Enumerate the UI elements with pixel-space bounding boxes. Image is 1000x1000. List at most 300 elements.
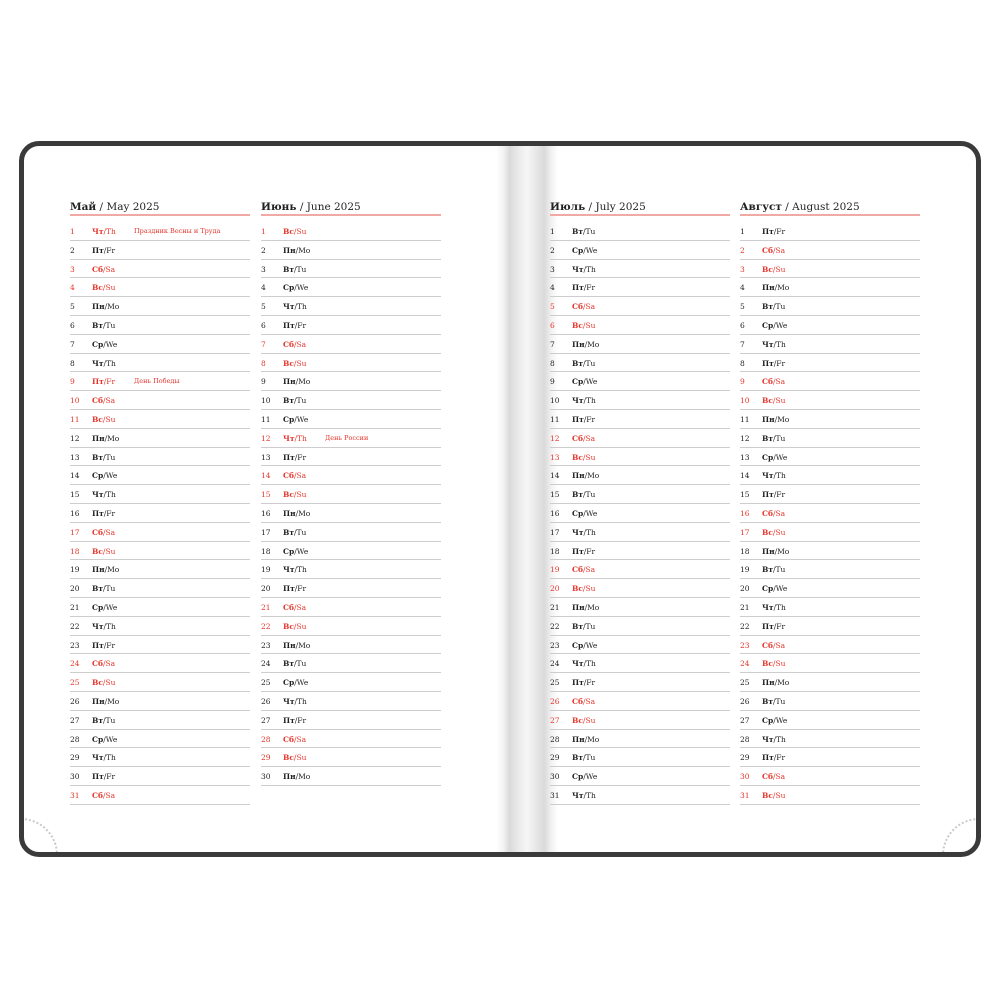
day-row [261,487,441,504]
day-of-week-en: Th [586,659,596,669]
day-of-week-ru: Пн [92,696,105,706]
day-of-week-en: Fr [776,753,786,763]
day-of-week: Вт/Tu [762,302,786,312]
day-row [70,356,250,373]
day-number: 26 [70,696,80,706]
day-of-week: Пн/Mo [572,602,600,612]
day-of-week: Пт/Fr [92,772,116,782]
day-row [740,600,920,617]
day-number: 17 [550,527,560,537]
day-number: 31 [70,790,80,800]
day-of-week-ru: Чт [283,696,295,706]
day-number: 6 [740,320,745,330]
day-of-week: Вс/Su [762,396,786,406]
day-of-week-ru: Чт [92,227,104,236]
day-of-week-ru: Вс [92,546,103,556]
day-of-week: Вт/Tu [572,621,596,631]
day-of-week-en: Su [775,264,786,274]
day-of-week-ru: Сб [762,377,773,387]
day-row [261,356,441,373]
day-of-week: Ср/We [283,546,309,556]
day-row [740,337,920,354]
day-row [550,675,730,692]
day-number: 14 [550,471,560,481]
day-of-week-en: Fr [776,621,786,631]
day-of-week-en: Su [105,546,116,556]
day-of-week-ru: Ср [283,414,295,424]
day-of-week: Сб/Sa [92,790,116,800]
day-of-week-ru: Вт [572,227,583,236]
day-row [550,619,730,636]
day-of-week: Пт/Fr [762,753,786,763]
day-of-week-en: Mo [777,414,790,424]
day-row [740,280,920,297]
day-number: 19 [70,565,80,575]
day-of-week: Ср/We [762,320,788,330]
day-of-week: Сб/Sa [572,696,596,706]
day-of-week-ru: Вс [762,790,773,800]
day-row [261,412,441,429]
day-of-week-ru: Сб [92,264,103,274]
day-of-week-ru: Пн [283,640,296,650]
day-number: 20 [550,584,560,594]
day-of-week: Чт/Th [762,734,786,744]
day-of-week-ru: Чт [92,753,104,763]
day-of-week: Ср/We [762,452,788,462]
month-name-ru: Май [70,201,97,213]
day-of-week-en: Fr [297,584,307,594]
day-of-week: Ср/We [92,471,118,481]
day-row [70,318,250,335]
day-of-week-en: We [105,339,118,349]
day-of-week: Вс/Su [283,490,307,500]
day-row [261,468,441,485]
day-of-week-ru: Вс [762,396,773,406]
day-number: 24 [70,659,80,669]
day-of-week-en: Su [296,227,307,236]
day-of-week-ru: Чт [283,302,295,312]
day-of-week-en: Su [775,396,786,406]
day-number: 25 [70,678,80,688]
day-of-week-en: Th [586,527,596,537]
day-of-week-ru: Пн [92,302,105,312]
day-of-week-en: Sa [585,565,596,575]
day-number: 20 [70,584,80,594]
day-number: 6 [550,320,555,330]
day-of-week-en: Tu [105,452,116,462]
day-number: 12 [70,433,80,443]
day-of-week-ru: Пт [762,621,774,631]
day-of-week: Вс/Su [283,753,307,763]
day-number: 30 [261,772,271,782]
day-row [70,562,250,579]
day-of-week: Вт/Tu [283,264,307,274]
day-number: 27 [550,715,560,725]
day-number: 23 [261,640,271,650]
day-of-week-en: Fr [297,452,307,462]
day-of-week: Пт/Fr [92,640,116,650]
month-title: Июль / July 2025 [550,200,730,216]
day-row [70,506,250,523]
day-of-week: Чт/Th [92,358,116,368]
day-of-week-en: Su [105,678,116,688]
day-row [740,224,920,241]
day-of-week-ru: Ср [762,584,774,594]
day-of-week-ru: Сб [92,527,103,537]
holiday-note: День России [325,433,369,442]
day-number: 8 [740,358,745,368]
day-of-week: Чт/Th [283,433,307,443]
day-of-week-en: Fr [106,245,116,255]
day-of-week: Сб/Sa [762,377,786,387]
day-of-week: Ср/We [762,584,788,594]
day-of-week: Пт/Fr [572,546,596,556]
day-number: 14 [740,471,750,481]
day-of-week-ru: Ср [92,602,104,612]
day-of-week: Пт/Fr [92,377,116,387]
day-of-week: Ср/We [283,283,309,293]
day-of-week-ru: Вс [283,227,294,236]
day-of-week: Ср/We [283,414,309,424]
day-of-week: Вс/Su [762,659,786,669]
day-row [261,393,441,410]
day-of-week: Ср/We [283,678,309,688]
day-of-week-ru: Вс [572,320,583,330]
day-number: 25 [261,678,271,688]
book-gutter [496,146,558,852]
day-row [550,694,730,711]
day-of-week-ru: Пн [283,508,296,518]
day-number: 11 [261,414,271,424]
day-of-week: Чт/Th [572,396,596,406]
day-of-week-ru: Чт [283,565,295,575]
day-of-week-ru: Пт [92,640,104,650]
day-number: 22 [740,621,750,631]
day-number: 31 [740,790,750,800]
day-row [70,412,250,429]
day-number: 6 [70,320,75,330]
day-of-week-en: Mo [777,546,790,556]
day-of-week: Сб/Sa [283,339,307,349]
day-of-week-en: We [105,602,118,612]
day-number: 5 [740,302,745,312]
day-number: 26 [740,696,750,706]
day-row [70,431,250,448]
day-row [550,393,730,410]
day-of-week-en: Mo [298,640,311,650]
day-row [261,600,441,617]
day-of-week: Пт/Fr [283,715,307,725]
day-of-week-en: Tu [105,584,116,594]
day-number: 1 [550,227,555,236]
day-of-week-en: Fr [106,508,116,518]
day-of-week: Ср/We [572,245,598,255]
day-of-week-en: Mo [107,696,120,706]
day-of-week-ru: Пн [572,339,585,349]
day-number: 5 [550,302,555,312]
day-number: 18 [740,546,750,556]
day-of-week-ru: Сб [283,339,294,349]
day-number: 17 [740,527,750,537]
day-of-week-ru: Ср [762,320,774,330]
day-of-week-ru: Пн [283,772,296,782]
day-row [261,562,441,579]
day-of-week-ru: Вс [762,264,773,274]
day-of-week-ru: Пт [762,490,774,500]
day-of-week-ru: Вс [762,527,773,537]
day-number: 25 [740,678,750,688]
day-row [550,318,730,335]
day-of-week: Пн/Mo [283,508,311,518]
day-of-week-en: Th [776,734,786,744]
day-of-week-ru: Ср [283,283,295,293]
month-name-ru: Июнь [261,201,297,213]
day-of-week-en: We [296,414,309,424]
day-row [550,525,730,542]
day-of-week-en: Th [106,227,116,236]
day-of-week: Вт/Tu [572,227,596,236]
day-of-week-ru: Сб [283,471,294,481]
day-of-week: Пт/Fr [572,283,596,293]
corner-stitch-left [19,818,58,857]
day-row [550,788,730,805]
day-number: 28 [550,734,560,744]
day-of-week-en: Tu [296,396,307,406]
day-of-week: Пн/Mo [762,678,790,688]
day-row [261,280,441,297]
day-row [740,318,920,335]
day-of-week-ru: Вс [762,659,773,669]
day-number: 17 [261,527,271,537]
day-of-week-en: Th [586,790,596,800]
day-of-week-en: Tu [296,264,307,274]
day-of-week: Пн/Mo [762,283,790,293]
day-of-week-ru: Вт [762,302,773,312]
month-title: Май / May 2025 [70,200,250,216]
day-number: 5 [261,302,266,312]
day-number: 28 [261,734,271,744]
day-number: 28 [740,734,750,744]
day-row [740,694,920,711]
day-of-week: Вт/Tu [92,320,116,330]
day-of-week-ru: Вт [762,565,773,575]
day-row [550,750,730,767]
day-of-week-ru: Вс [92,283,103,293]
day-of-week: Ср/We [92,339,118,349]
day-number: 14 [261,471,271,481]
day-row [261,337,441,354]
day-of-week-ru: Вс [92,678,103,688]
day-of-week: Пн/Mo [283,377,311,387]
day-row [70,581,250,598]
day-number: 4 [70,283,75,293]
day-row [550,299,730,316]
day-of-week-ru: Чт [762,471,774,481]
day-number: 7 [550,339,555,349]
day-of-week-ru: Ср [92,339,104,349]
day-of-week-en: Su [105,283,116,293]
day-number: 13 [550,452,560,462]
day-row [550,337,730,354]
day-of-week: Чт/Th [762,471,786,481]
day-number: 3 [261,264,266,274]
day-of-week-en: Fr [776,227,786,236]
month-block-june [261,200,441,788]
day-of-week-ru: Вт [572,621,583,631]
day-of-week-ru: Вт [92,584,103,594]
day-of-week-en: Tu [585,753,596,763]
day-number: 8 [70,358,75,368]
day-number: 22 [70,621,80,631]
day-of-week-en: Sa [105,396,116,406]
day-of-week: Вс/Su [762,527,786,537]
day-number: 23 [70,640,80,650]
day-of-week-ru: Вс [283,490,294,500]
day-of-week: Чт/Th [283,696,307,706]
day-row [550,581,730,598]
day-row [740,769,920,786]
day-number: 21 [261,602,271,612]
day-of-week-ru: Пн [283,245,296,255]
day-number: 20 [261,584,271,594]
day-of-week-ru: Пт [762,358,774,368]
day-number: 29 [740,753,750,763]
day-of-week-en: Tu [585,490,596,500]
day-list [70,224,250,805]
day-number: 20 [740,584,750,594]
day-of-week: Пт/Fr [283,320,307,330]
day-number: 24 [550,659,560,669]
day-of-week-ru: Чт [572,396,584,406]
day-of-week-ru: Ср [572,377,584,387]
day-of-week-ru: Пт [92,377,104,387]
day-number: 11 [550,414,560,424]
day-number: 4 [261,283,266,293]
day-number: 2 [550,245,555,255]
day-of-week-en: Sa [775,245,786,255]
day-of-week-ru: Сб [283,734,294,744]
day-of-week-ru: Чт [572,790,584,800]
day-row [740,562,920,579]
day-of-week-ru: Пт [572,414,584,424]
day-row [261,450,441,467]
day-of-week-ru: Вт [572,490,583,500]
day-of-week: Сб/Sa [572,433,596,443]
day-number: 16 [740,508,750,518]
day-of-week-ru: Пт [762,227,774,236]
day-of-week-en: Sa [775,377,786,387]
day-of-week-en: Th [106,358,116,368]
day-number: 3 [740,264,745,274]
day-of-week: Вт/Tu [762,565,786,575]
day-row [550,656,730,673]
day-of-week-ru: Вт [762,696,773,706]
day-number: 9 [70,377,75,387]
day-number: 29 [261,753,271,763]
day-number: 15 [70,490,80,500]
day-of-week-ru: Вс [572,452,583,462]
day-number: 21 [70,602,80,612]
day-of-week: Сб/Sa [92,659,116,669]
day-of-week-en: Sa [775,772,786,782]
day-row [261,544,441,561]
day-number: 16 [70,508,80,518]
day-of-week: Ср/We [762,715,788,725]
holiday-note: День Победы [134,377,180,386]
day-of-week-en: Th [297,433,307,443]
day-of-week-en: We [585,640,598,650]
day-row [550,600,730,617]
day-of-week-ru: Ср [572,772,584,782]
day-row [550,713,730,730]
day-of-week: Пт/Fr [762,227,786,236]
day-of-week-en: Su [296,490,307,500]
day-number: 2 [261,245,266,255]
planner-spread [19,141,981,857]
day-row [740,374,920,391]
month-block-august [740,200,920,807]
day-row [261,374,441,391]
day-row [70,619,250,636]
day-of-week-en: We [585,772,598,782]
day-of-week: Пн/Mo [283,772,311,782]
day-of-week-ru: Чт [762,734,774,744]
day-of-week-ru: Сб [762,772,773,782]
day-number: 28 [70,734,80,744]
day-row [740,619,920,636]
day-of-week: Вс/Su [572,452,596,462]
day-number: 29 [70,753,80,763]
day-of-week: Сб/Sa [283,471,307,481]
day-of-week-ru: Сб [92,659,103,669]
day-of-week-en: Tu [775,565,786,575]
day-row [70,713,250,730]
day-number: 1 [70,227,75,236]
day-of-week: Вт/Tu [572,490,596,500]
day-of-week-en: We [105,471,118,481]
day-of-week-en: Th [297,565,307,575]
day-of-week-en: Tu [296,659,307,669]
day-row [550,431,730,448]
day-of-week: Сб/Sa [572,565,596,575]
day-of-week-en: Th [586,396,596,406]
day-of-week-ru: Вт [283,264,294,274]
day-of-week-ru: Вс [92,414,103,424]
day-number: 16 [261,508,271,518]
day-of-week-en: Sa [775,640,786,650]
day-of-week-en: Fr [106,640,116,650]
day-number: 12 [261,433,271,443]
day-row [70,374,250,391]
day-of-week-en: Tu [105,320,116,330]
day-of-week-en: Su [296,358,307,368]
day-number: 25 [550,678,560,688]
day-of-week: Вт/Tu [572,753,596,763]
day-row [550,224,730,241]
day-of-week-en: Mo [107,302,120,312]
day-row [550,356,730,373]
day-of-week: Сб/Sa [92,264,116,274]
day-of-week: Пн/Mo [572,734,600,744]
day-row [261,243,441,260]
day-of-week-en: Tu [105,715,116,725]
day-of-week: Сб/Sa [572,302,596,312]
day-row [740,656,920,673]
day-row [740,299,920,316]
day-row [740,750,920,767]
day-of-week-ru: Чт [762,339,774,349]
day-of-week-en: Mo [587,602,600,612]
